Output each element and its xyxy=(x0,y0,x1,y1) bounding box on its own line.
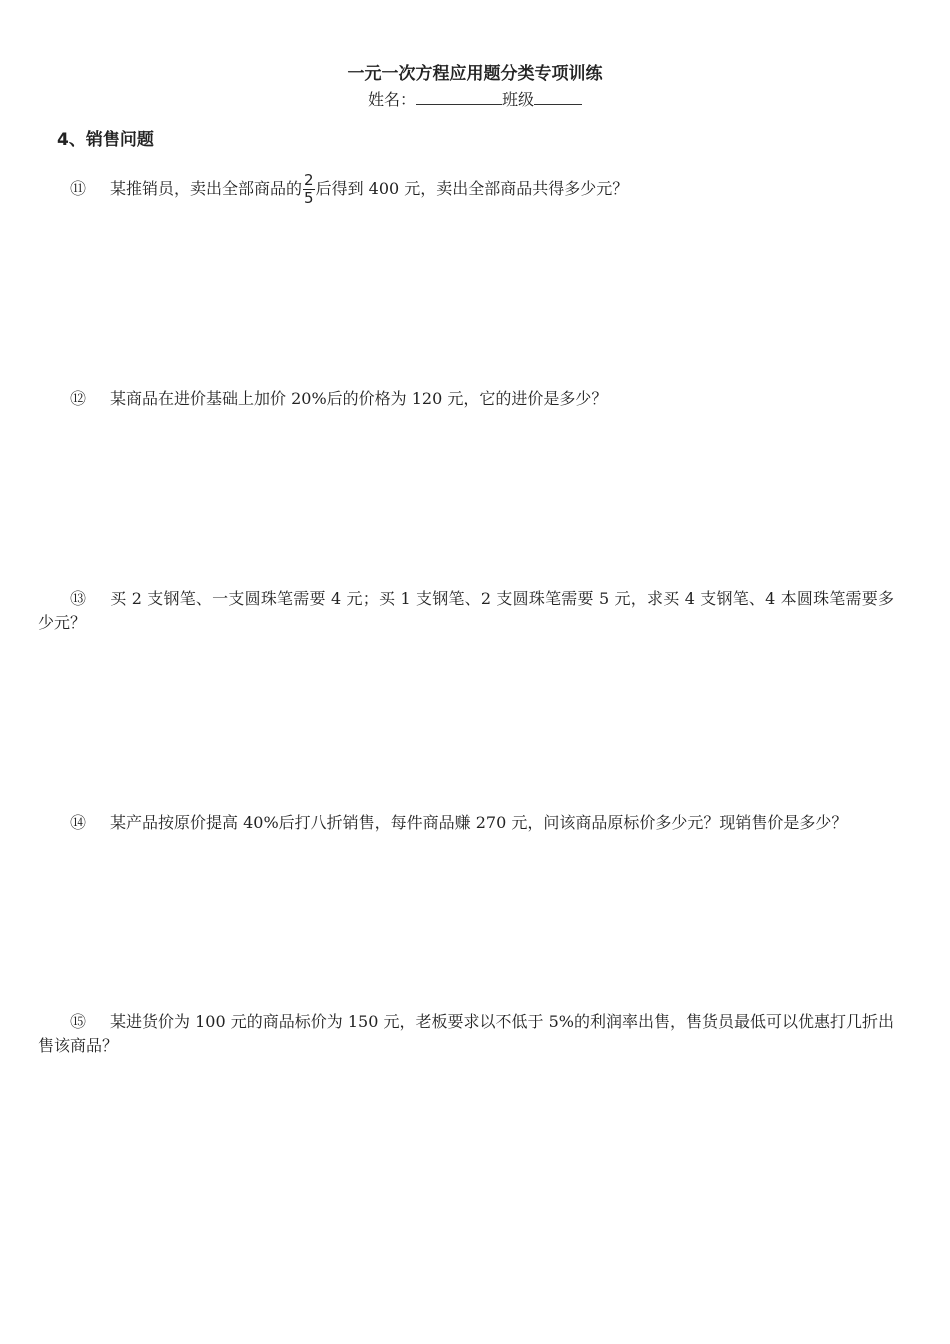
question-15 xyxy=(38,1010,894,1058)
fraction-numerator: 2 xyxy=(304,171,314,189)
question-number: ⑭ xyxy=(70,813,87,832)
class-blank xyxy=(534,88,582,105)
question-text: 某推销员，卖出全部商品的 xyxy=(110,179,303,198)
fraction-denominator: 5 xyxy=(304,189,314,207)
name-blank xyxy=(416,88,502,105)
question-14 xyxy=(38,811,894,835)
question-text: 某进货价为 100 元的商品标价为 150 元，老板要求以不低于 5%的利润率出售，售货员最低可以优惠打几折出售该商品？ xyxy=(38,1012,894,1055)
question-text: 某商品在进价基础上加价 20%后的价格为 120 元，它的进价是多少？ xyxy=(110,389,608,408)
student-info-line xyxy=(0,88,950,112)
question-11 xyxy=(38,172,894,207)
question-text: 后得到 400 元，卖出全部商品共得多少元？ xyxy=(315,179,629,198)
name-label: 姓名： xyxy=(367,90,416,109)
class-label: 班级 xyxy=(502,90,535,109)
worksheet-title: 一元一次方程应用题分类专项训练 xyxy=(347,64,603,84)
question-text: 买 2 支钢笔、一支圆珠笔需要 4 元；买 1 支钢笔、2 支圆珠笔需要 5 元，求买 4 支钢笔、4 本圆珠笔需要多少元？ xyxy=(38,589,894,632)
question-number: ⑪ xyxy=(70,179,87,198)
fraction xyxy=(303,172,315,207)
question-number: ⑮ xyxy=(70,1012,87,1031)
question-12 xyxy=(38,387,894,411)
question-text: 某产品按原价提高 40%后打八折销售，每件商品赚 270 元，问该商品原标价多少元？现销售价是多少？ xyxy=(110,813,848,832)
question-13 xyxy=(38,587,894,635)
section-heading: 4、销售问题 xyxy=(57,130,154,150)
question-number: ⑬ xyxy=(70,589,87,608)
question-number: ⑫ xyxy=(70,389,87,408)
